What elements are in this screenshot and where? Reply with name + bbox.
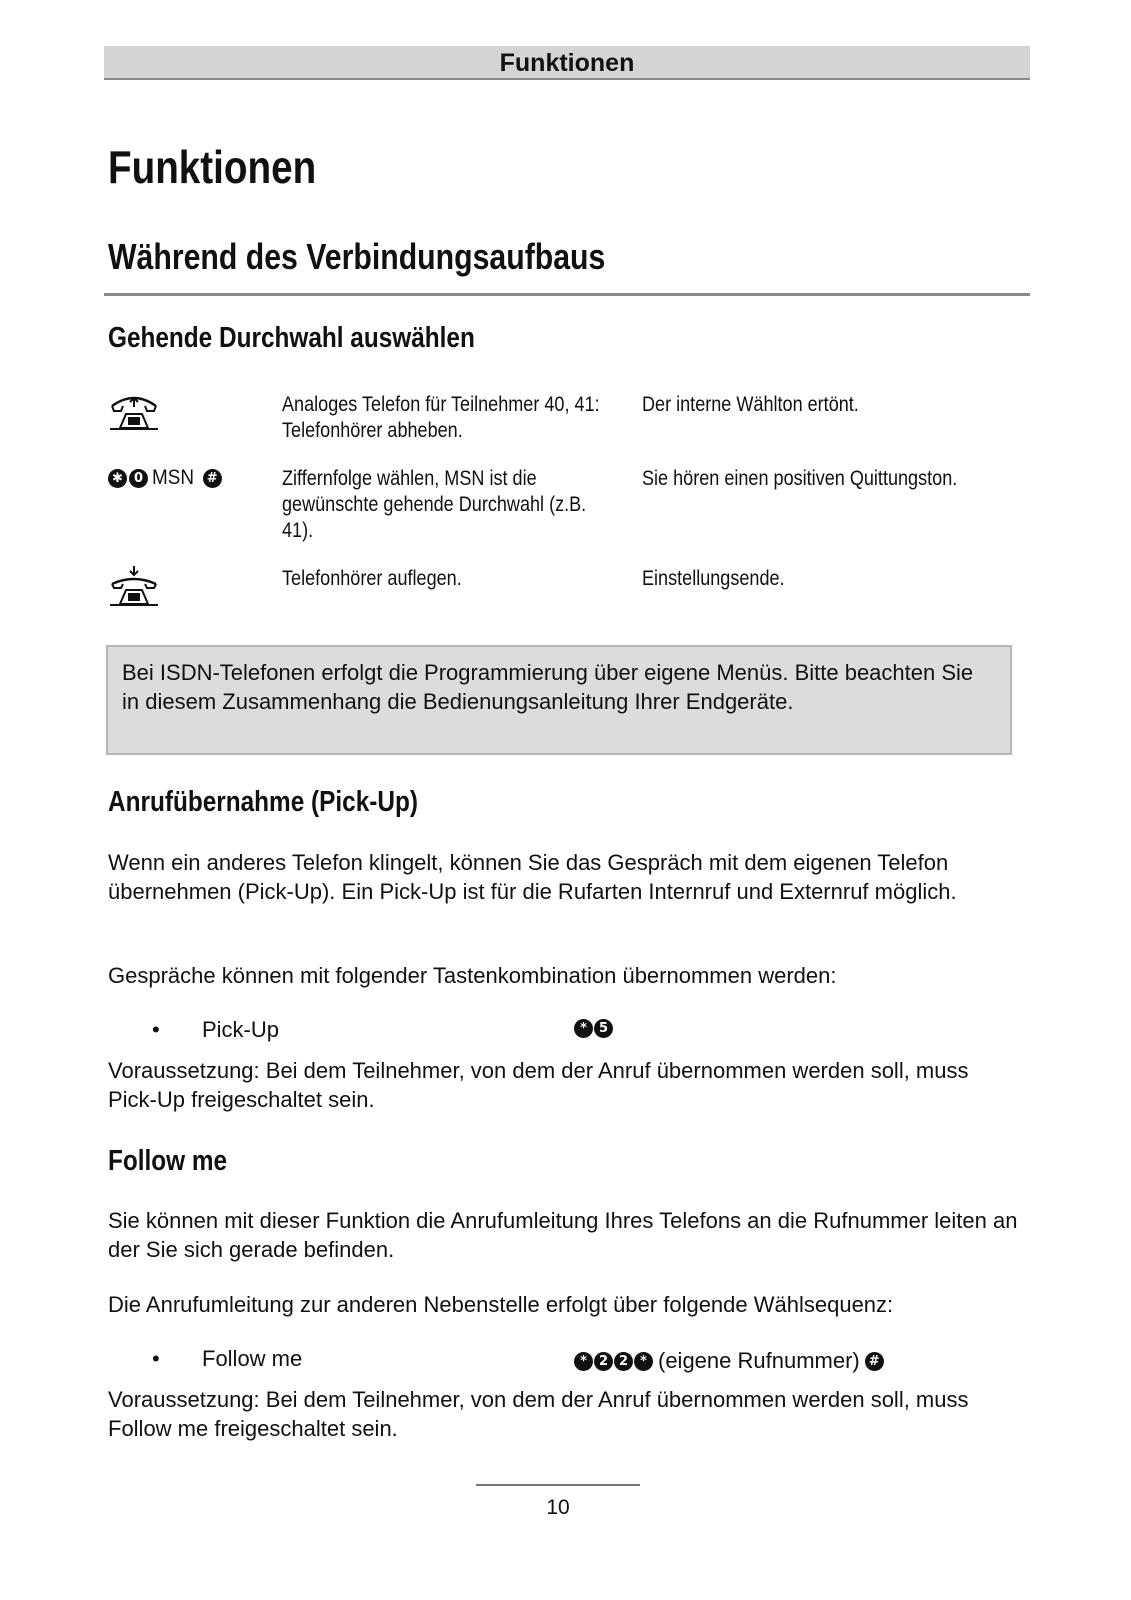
msn-label: MSN xyxy=(152,466,195,489)
step-result: Der interne Wählton ertönt. xyxy=(642,393,859,416)
paragraph: Die Anrufumleitung zur anderen Nebenstelle erfolgt über folgende Wählsequenz: xyxy=(108,1292,894,1317)
paragraph: Voraussetzung: Bei dem Teilnehmer, von dem der Anruf übernommen werden soll, muss Pick-Up freigeschaltet sein. xyxy=(108,1058,969,1112)
star-key-icon: * xyxy=(574,1352,593,1371)
paragraph: Gespräche können mit folgender Tastenkombination übernommen werden: xyxy=(108,963,837,988)
step-result: Sie hören einen positiven Quittungston. xyxy=(642,467,958,490)
note-box: Bei ISDN-Telefonen erfolgt die Programmierung über eigene Menüs. Bitte beachten Sie in diesem Zusammenhang die Bedienungsanleitung Ihrer Endgeräte. xyxy=(106,645,1012,755)
star-key-icon: * xyxy=(574,1019,593,1038)
subsection-title-durchwahl: Gehende Durchwahl auswählen xyxy=(108,322,475,354)
section-divider xyxy=(104,293,1030,296)
running-header: Funktionen xyxy=(104,46,1030,80)
step-action: Analoges Telefon für Teilnehmer 40, 41: Telefonhörer abheben. xyxy=(282,393,600,442)
footer-divider xyxy=(476,1484,640,1486)
paragraph: Wenn ein anderes Telefon klingelt, können Sie das Gespräch mit dem eigenen Telefon übernehmen (Pick-Up). Ein Pick-Up ist für die Rufarten Internruf und Externruf möglich. xyxy=(108,850,957,904)
phone-off-hook-icon xyxy=(108,392,268,437)
own-number-label: (eigene Rufnummer) xyxy=(658,1348,860,1373)
subsection-title-follow: Follow me xyxy=(108,1145,228,1177)
bullet-label: Follow me xyxy=(202,1346,303,1371)
section-title: Während des Verbindungsaufbaus xyxy=(108,236,606,277)
key-sequence xyxy=(574,1019,613,1038)
two-key-icon: 2 xyxy=(614,1352,633,1371)
page-number: 10 xyxy=(546,1496,570,1519)
key-sequence xyxy=(108,466,268,490)
key-sequence xyxy=(574,1348,884,1374)
paragraph: Sie können mit dieser Funktion die Anrufumleitung Ihres Telefons an die Rufnummer leiten an der Sie sich gerade befinden. xyxy=(108,1208,1018,1262)
five-key-icon: 5 xyxy=(594,1019,613,1038)
step-result: Einstellungsende. xyxy=(642,567,785,590)
star-key-icon: ✱ xyxy=(108,469,127,488)
bullet-icon: • xyxy=(152,1346,160,1371)
two-key-icon: 2 xyxy=(594,1352,613,1371)
bullet-label: Pick-Up xyxy=(202,1017,280,1042)
phone-on-hook-icon xyxy=(108,566,268,611)
list-item xyxy=(152,1017,1012,1047)
step-action: Telefonhörer auflegen. xyxy=(282,567,462,590)
hash-key-icon: # xyxy=(203,469,222,488)
star-key-icon: * xyxy=(634,1352,653,1371)
list-item xyxy=(152,1346,1012,1376)
page-title: Funktionen xyxy=(108,141,317,193)
zero-key-icon: 0 xyxy=(129,469,148,488)
paragraph: Voraussetzung: Bei dem Teilnehmer, von dem der Anruf übernommen werden soll, muss Follow me freigeschaltet sein. xyxy=(108,1387,969,1441)
subsection-title-pickup: Anrufübernahme (Pick-Up) xyxy=(108,786,418,818)
hash-key-icon: # xyxy=(865,1352,884,1371)
bullet-icon: • xyxy=(152,1017,160,1042)
step-action: Ziffernfolge wählen, MSN ist die gewünschte gehende Durchwahl (z.B. 41). xyxy=(282,467,587,542)
